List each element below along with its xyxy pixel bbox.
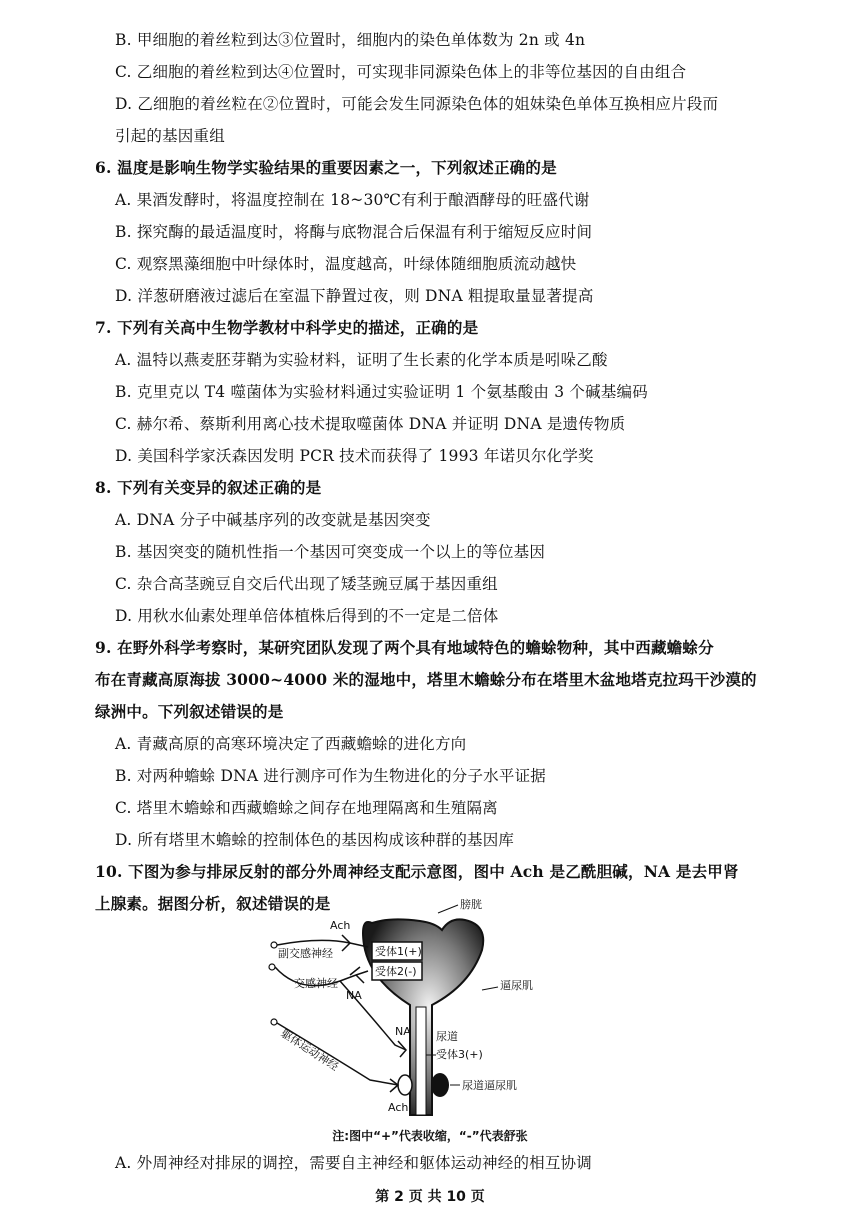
question-8: 8. 下列有关变异的叙述正确的是 — [95, 478, 322, 497]
urethra-lumen — [416, 1007, 426, 1115]
q7-option-d: D. 美国科学家沃森因发明 PCR 技术而获得了 1993 年诺贝尔化学奖 — [115, 447, 594, 465]
question-7: 7. 下列有关高中生物学教材中科学史的描述，正确的是 — [95, 318, 479, 337]
question-6: 6. 温度是影响生物学实验结果的重要因素之一，下列叙述正确的是 — [95, 158, 557, 177]
label-ach-top: Ach — [330, 919, 351, 932]
label-na-upper: NA — [346, 989, 362, 1002]
label-receptor1: 受体1(+) — [375, 945, 422, 958]
q8-option-b: B. 基因突变的随机性指一个基因可突变成一个以上的等位基因 — [115, 543, 546, 561]
urination-reflex-diagram — [260, 895, 560, 1125]
q8-option-a: A. DNA 分子中碱基序列的改变就是基因突变 — [115, 511, 431, 529]
label-somatic-motor: 躯体运动神经 — [278, 1026, 341, 1074]
sphincter-muscle-left — [398, 1075, 412, 1095]
label-sympathetic: 交感神经 — [294, 977, 338, 990]
label-bladder: 膀胱 — [460, 898, 482, 911]
q5-option-b: B. 甲细胞的着丝粒到达③位置时，细胞内的染色单体数为 2n 或 4n — [115, 31, 586, 49]
figure-note: 注:图中“+”代表收缩，“-”代表舒张 — [332, 1129, 528, 1143]
q5-option-c: C. 乙细胞的着丝粒到达④位置时，可实现非同源染色体上的非等位基因的自由组合 — [115, 63, 687, 81]
q7-option-b: B. 克里克以 T4 噬菌体为实验材料通过实验证明 1 个氨基酸由 3 个碱基编码 — [115, 383, 648, 401]
q9-option-d: D. 所有塔里木蟾蜍的控制体色的基因构成该种群的基因库 — [115, 831, 515, 849]
q8-option-d: D. 用秋水仙素处理单倍体植株后得到的不一定是二倍体 — [115, 607, 499, 625]
sphincter-muscle — [431, 1073, 449, 1097]
q7-option-a: A. 温特以燕麦胚芽鞘为实验材料，证明了生长素的化学本质是吲哚乙酸 — [115, 351, 608, 369]
question-9-cont-2: 绿洲中。下列叙述错误的是 — [95, 702, 284, 721]
page-footer: 第 2 页 共 10 页 — [375, 1189, 485, 1205]
q9-option-a: A. 青藏高原的高寒环境决定了西藏蟾蜍的进化方向 — [115, 735, 467, 753]
q6-option-b: B. 探究酶的最适温度时，将酶与底物混合后保温有利于缩短反应时间 — [115, 223, 593, 241]
label-sphincter: 尿道逼尿肌 — [462, 1079, 517, 1092]
label-receptor2: 受体2(-) — [375, 965, 417, 978]
q7-option-c: C. 赫尔希、蔡斯利用离心技术提取噬菌体 DNA 并证明 DNA 是遗传物质 — [115, 415, 626, 433]
q10-option-a: A. 外周神经对排尿的调控，需要自主神经和躯体运动神经的相互协调 — [115, 1154, 592, 1172]
label-na-lower: NA — [395, 1025, 411, 1038]
q6-option-a: A. 果酒发酵时，将温度控制在 18~30℃有利于酿酒酵母的旺盛代谢 — [115, 191, 590, 209]
q9-option-b: B. 对两种蟾蜍 DNA 进行测序可作为生物进化的分子水平证据 — [115, 767, 546, 785]
label-ach-bottom: Ach — [388, 1101, 409, 1114]
label-receptor3: 受体3(+) — [436, 1048, 483, 1061]
question-10: 10. 下图为参与排尿反射的部分外周神经支配示意图，图中 Ach 是乙酰胆碱，NA 是去甲肾 — [95, 862, 739, 881]
q8-option-c: C. 杂合高茎豌豆自交后代出现了矮茎豌豆属于基因重组 — [115, 575, 498, 593]
q6-option-d: D. 洋葱研磨液过滤后在室温下静置过夜，则 DNA 粗提取量显著提高 — [115, 287, 594, 305]
label-urethra: 尿道 — [436, 1030, 458, 1043]
q5-option-d-cont: 引起的基因重组 — [115, 127, 225, 145]
question-9-cont-1: 布在青藏高原海拔 3000~4000 米的湿地中，塔里木蟾蜍分布在塔里木盆地塔克拉玛干沙漠的 — [95, 670, 757, 689]
parasympathetic-nerve — [277, 940, 368, 947]
label-parasympathetic: 副交感神经 — [278, 947, 333, 960]
question-10-cont: 上腺素。据图分析，叙述错误的是 — [95, 894, 331, 913]
label-detrusor: 逼尿肌 — [500, 979, 533, 992]
q9-option-c: C. 塔里木蟾蜍和西藏蟾蜍之间存在地理隔离和生殖隔离 — [115, 799, 498, 817]
question-9: 9. 在野外科学考察时，某研究团队发现了两个具有地域特色的蟾蜍物种，其中西藏蟾蜍分 — [95, 638, 714, 657]
q6-option-c: C. 观察黑藻细胞中叶绿体时，温度越高，叶绿体随细胞质流动越快 — [115, 255, 577, 273]
q5-option-d: D. 乙细胞的着丝粒在②位置时，可能会发生同源染色体的姐妹染色单体互换相应片段而 — [115, 95, 719, 113]
